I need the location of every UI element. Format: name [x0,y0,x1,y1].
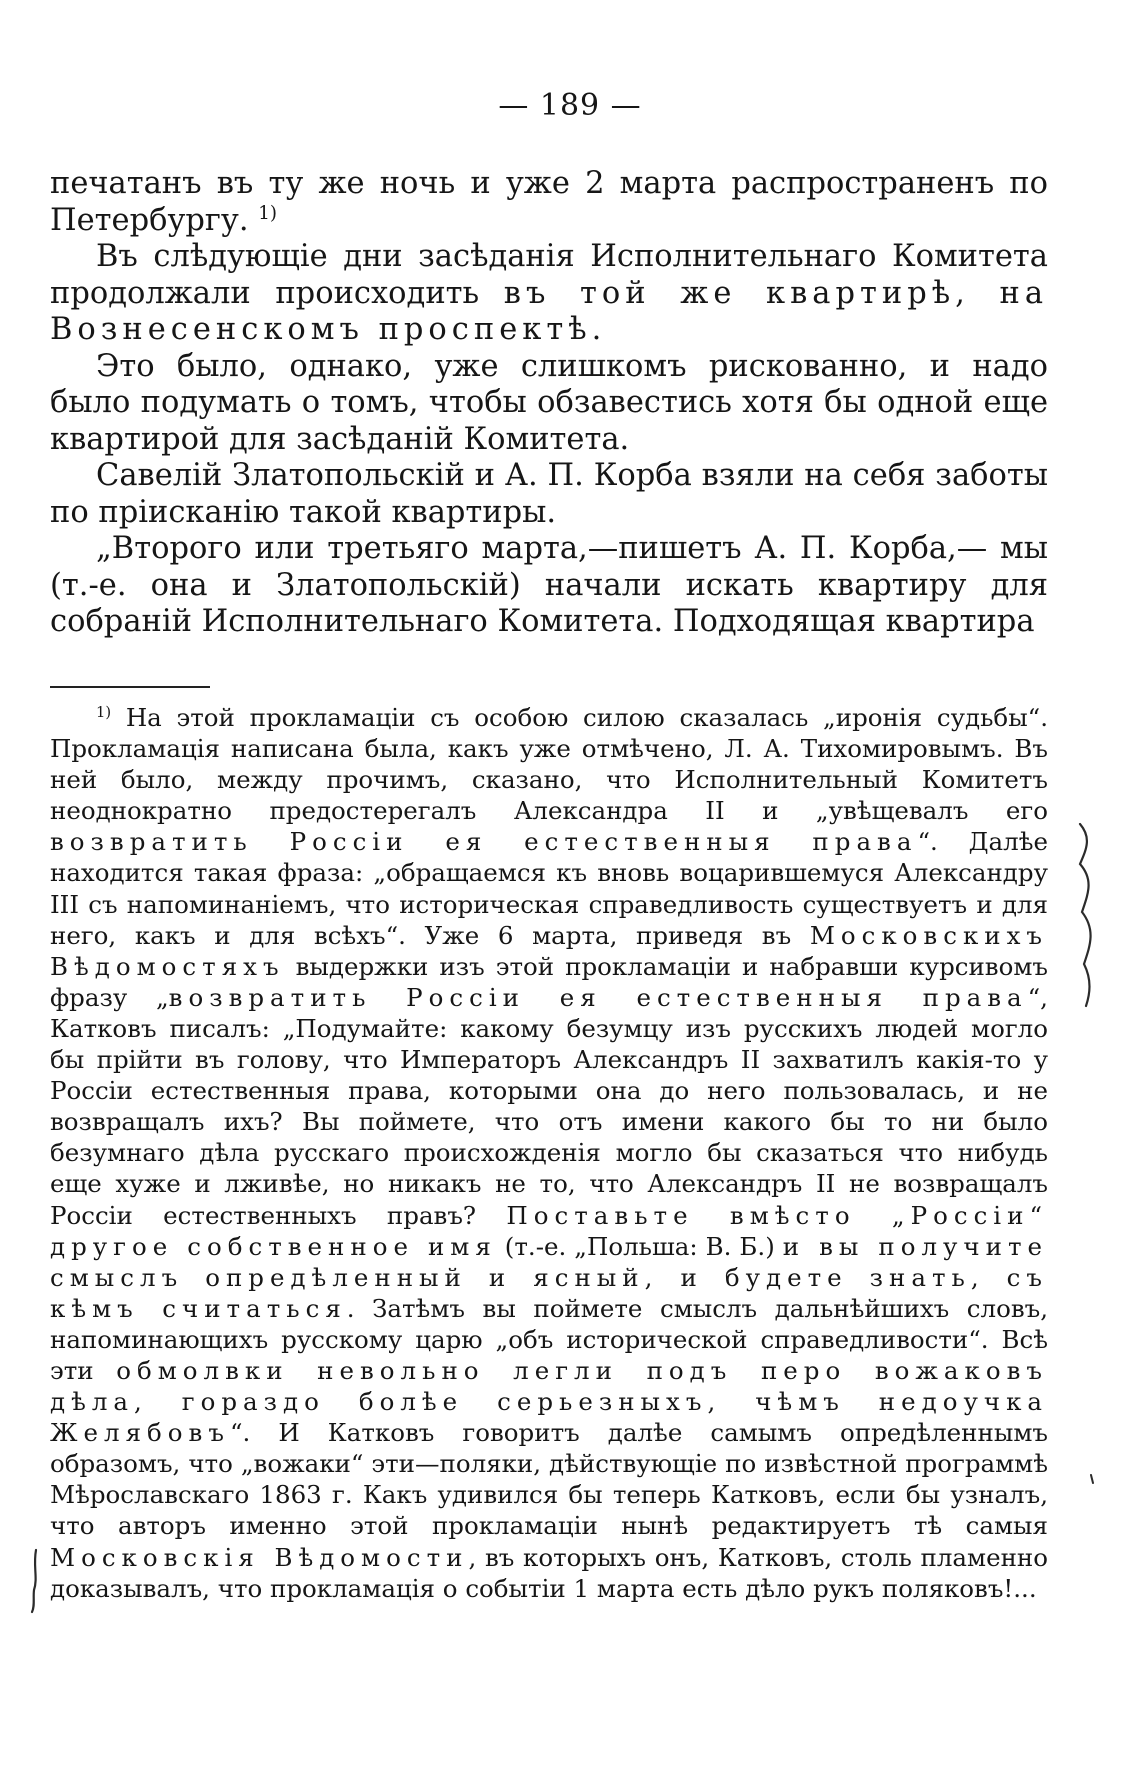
spaced-emphasis: и вы получите смыслъ опредѣленный и ясный, и будете знать, съ кѣмъ считаться [50,1231,1048,1323]
spaced-emphasis: Московскія Вѣдомости [50,1542,469,1572]
footnote-text: (т.-е. „Польша: В. Б.) [496,1231,783,1261]
paragraph [50,239,1048,349]
paragraph: „Второго или третьяго марта,—пишетъ А. П. Корба,— мы (т.-е. она и Златопольскій) начали искать квартиру для собраній Исполнительнаго Комитета. Подходящая квартира [50,531,1048,639]
paragraph: Савелій Златопольскій и А. П. Корба взяли на себя заботы по пріисканію такой квартиры. [50,458,1048,530]
footnote-text: “. И Катковъ говоритъ далѣе самымъ опредѣленнымъ образомъ, что „вожаки“ эти—поляки, дѣйствующіе по извѣстной программѣ Мѣрославскаго 1863 г. Какъ удивился бы теперь Катковъ, если бы узналъ, что авторъ именно этой прокламаціи нынѣ редактируетъ тѣ самыя [50,1418,1048,1541]
footnote-text: “, Катковъ писалъ: „Подумайте: какому безумцу изъ русскихъ людей могло бы прійти въ голову, что Императоръ Александръ II захватилъ какія-то у Россіи естественныя права, которыми она до него пользовалась, и не возвращалъ ихъ? Вы поймете, что отъ имени какого бы то ни было безумнаго дѣла русскаго происхожденія могло бы сказаться что нибудь еще хуже и лживѣе, но никакъ не то, что Александръ II не возвращалъ Россіи естественныхъ правъ? [50,982,1048,1230]
paragraph-text: Въ слѣдующіе дни засѣданія Исполнительнаго Комитета продолжали происходить [50,239,1048,311]
main-text [50,166,1048,641]
spaced-emphasis: обмолвки невольно легли подъ перо вожаковъ дѣла, гораздо болѣе серьезныхъ, чѣмъ недоучка Желябовъ [50,1355,1048,1448]
margin-dot-mark [1088,1474,1096,1484]
footnote-reference: 1) [258,202,278,224]
paragraph [50,166,1048,239]
spaced-emphasis: возвратить Россіи ея естественныя права [50,827,918,857]
footnote-text: , въ которыхъ онъ, Катковъ, столь пламенно доказывалъ, что прокламація о событіи 1 марта есть дѣло рукъ поляковъ!... [50,1542,1048,1603]
margin-pencil-mark-left [26,1548,46,1614]
footnote-divider [50,686,210,688]
spaced-emphasis: въ той же квартирѣ, на Вознесенскомъ проспектѣ [50,275,1048,347]
footnote [50,702,1048,1604]
paragraph-text: печатанъ въ ту же ночь и уже 2 марта распространенъ по Петербургу. [50,166,1048,238]
footnote-text: выдержки изъ этой прокламаціи и набравши курсивомъ фразу „ [50,951,1048,1012]
page-number: — 189 — [498,88,642,123]
spaced-emphasis: возвратить Россіи ея естественныя права [168,982,1028,1012]
spaced-emphasis: Поставьте вмѣсто „Россіи“ другое собственное имя [50,1200,1048,1261]
footnote-text: . Затѣмъ вы поймете смыслъ дальнѣйшихъ словъ, напоминающихъ русскому царю „объ исторической справедливости“. Всѣ эти [50,1293,1048,1385]
paragraph: Это было, однако, уже слишкомъ рискованно, и надо было подумать о томъ, чтобы обзавестись хотя бы одной еще квартирой для засѣданій Комитета. [50,348,1048,457]
spaced-emphasis: Московскихъ Вѣдомостяхъ [50,920,1048,981]
margin-pencil-mark-right [1072,820,1112,1010]
footnote-text: На этой прокламаціи съ особою силою сказалась „иронія судьбы“. Прокламація написана была, какъ уже отмѣчено, Л. А. Тихомировымъ. Въ ней было, между прочимъ, сказано, что Исполнительный Комитетъ неоднократно предостерегалъ Александра II и „увѣщевалъ его [50,703,1048,826]
paragraph-text: . [591,312,602,347]
footnote-text: “. Далѣе находится такая фраза: „обращаемся къ вновь воцарившемуся Александру III съ напоминаніемъ, что историческая справедливость существуетъ и для него, какъ и для всѣхъ“. Уже 6 марта, приведя въ [50,827,1048,950]
footnote-marker: 1) [96,703,112,721]
